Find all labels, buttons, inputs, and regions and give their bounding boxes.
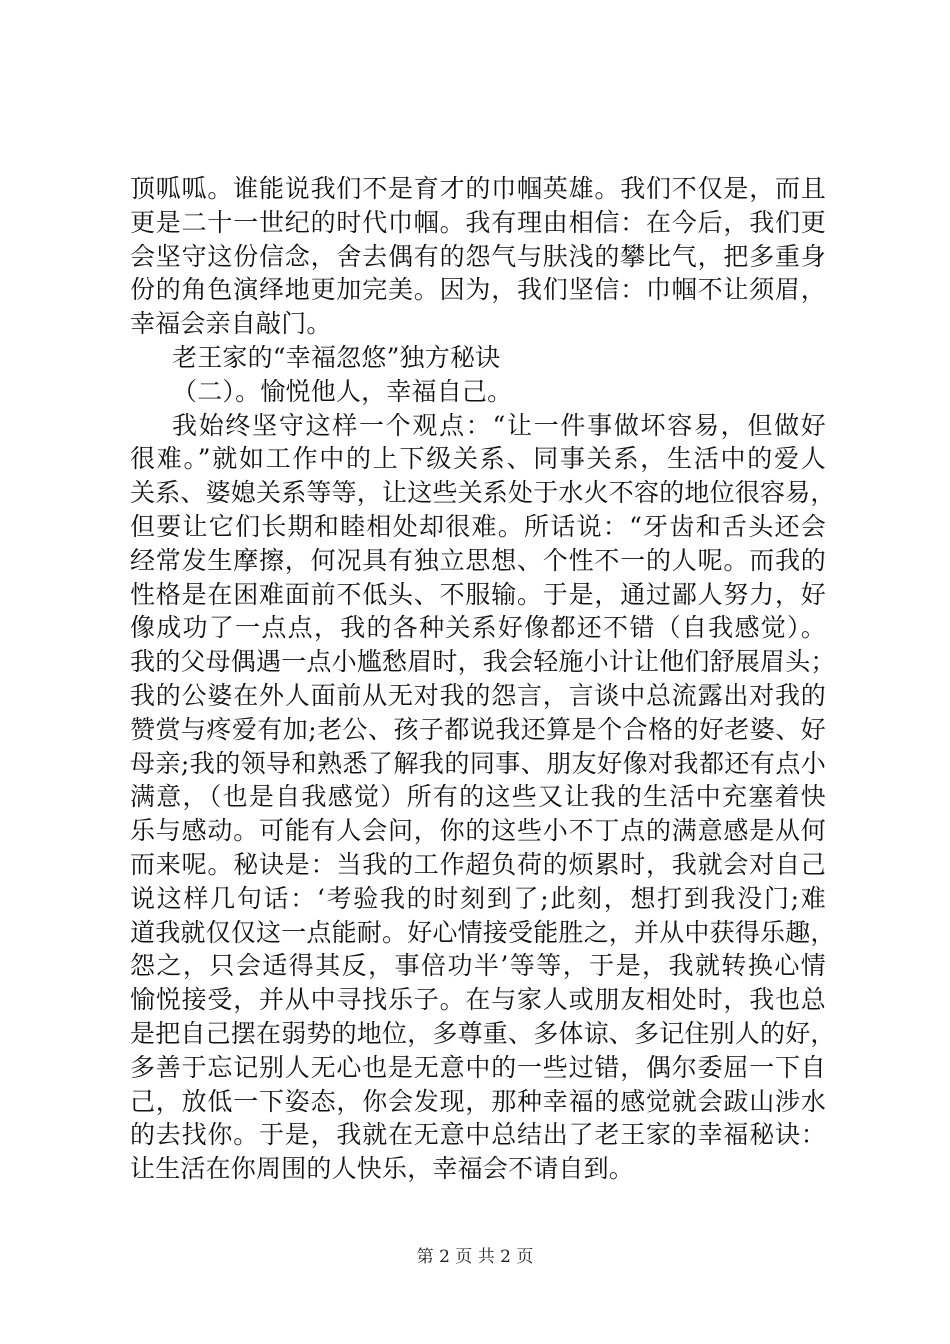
text-line: 会坚守这份信念，舍去偶有的怨气与肤浅的攀比气，把多重身	[130, 241, 826, 271]
text-line: 的去找你。于是，我就在无意中总结出了老王家的幸福秘诀：	[130, 1120, 826, 1150]
text-line: （二）。愉悦他人，幸福自己。	[172, 376, 513, 406]
text-line: 是把自己摆在弱势的地位，多尊重、多体谅、多记住别人的好，	[130, 1018, 836, 1048]
text-line: 我的父母偶遇一点小尴愁眉时，我会轻施小计让他们舒展眉头；	[130, 647, 836, 677]
text-line: 份的角色演绎地更加完美。因为，我们坚信：巾帼不让须眉，	[130, 275, 826, 305]
text-line: 乐与感动。可能有人会问，你的这些小不丁点的满意感是从何	[130, 816, 826, 846]
text-line: 性格是在困难面前不低头、不服输。于是，通过鄙人努力，好	[130, 579, 826, 609]
text-line: 赞赏与疼爱有加;老公、孩子都说我还算是个合格的好老婆、好	[130, 714, 826, 744]
text-line: 多善于忘记别人无心也是无意中的一些过错，偶尔委屈一下自	[130, 1052, 826, 1082]
text-line: 满意，（也是自我感觉）所有的这些又让我的生活中充塞着快	[130, 782, 826, 812]
text-line: 我的公婆在外人面前从无对我的怨言，言谈中总流露出对我的	[130, 680, 826, 710]
text-line: 顶呱呱。谁能说我们不是育才的巾帼英雄。我们不仅是，而且	[130, 174, 826, 203]
body-text	[130, 172, 836, 1186]
text-line: 关系、婆媳关系等等，让这些关系处于水火不容的地位很容易，	[130, 478, 836, 508]
text-line: 像成功了一点点，我的各种关系好像都还不错（自我感觉）。	[130, 613, 826, 643]
text-line: 更是二十一世纪的时代巾帼。我有理由相信：在今后，我们更	[130, 207, 826, 237]
text-line: 己，放低一下姿态，你会发现，那种幸福的感觉就会跋山涉水	[130, 1086, 826, 1116]
text-line: 经常发生摩擦，何况具有独立思想、个性不一的人呢。而我的	[130, 545, 826, 575]
text-line: 怨之，只会适得其反，事倍功半’等等，于是，我就转换心情	[130, 951, 826, 981]
text-line: 愉悦接受，并从中寻找乐子。在与家人或朋友相处时，我也总	[130, 985, 826, 1015]
text-line: 幸福会亲自敲门。	[130, 309, 332, 339]
text-line: 而来呢。秘诀是：当我的工作超负荷的烦累时，我就会对自己	[130, 849, 826, 879]
page-footer: 第 2 页 共 2 页	[416, 1247, 534, 1267]
text-line: 让生活在你周围的人快乐，幸福会不请自到。	[130, 1154, 635, 1184]
text-line: 说这样几句话：‘考验我的时刻到了;此刻，想打到我没门;难	[130, 883, 826, 913]
text-line: 很难。”就如工作中的上下级关系、同事关系，生活中的爱人	[130, 444, 826, 474]
text-line: 母亲;我的领导和熟悉了解我的同事、朋友好像对我都还有点小	[130, 748, 826, 778]
text-line: 老王家的“幸福忽悠”独方秘诀	[172, 342, 501, 372]
text-line: 我始终坚守这样一个观点：“让一件事做坏容易，但做好	[172, 410, 826, 440]
text-line: 道我就仅仅这一点能耐。好心情接受能胜之，并从中获得乐趣，	[130, 917, 836, 947]
text-line: 但要让它们长期和睦相处却很难。所话说：“牙齿和舌头还会	[130, 511, 826, 541]
